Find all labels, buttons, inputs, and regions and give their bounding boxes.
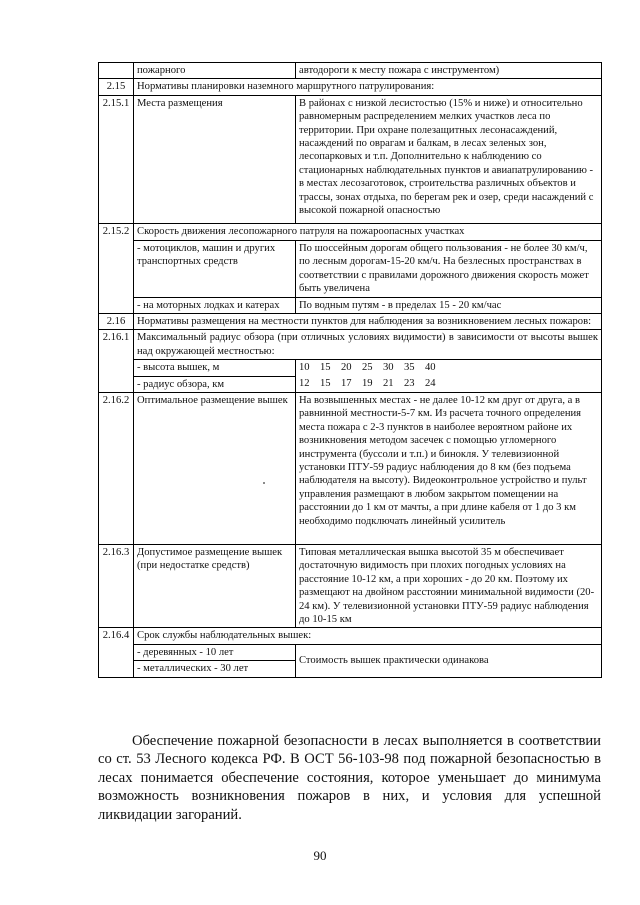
table-row — [99, 313, 602, 329]
item-name: Оптимальное размещение вышек — [134, 392, 296, 544]
section-number: 2.15 — [99, 79, 134, 95]
section-title: Нормативы размещения на местности пунктов для наблюдения за возникновением лесных пожаров: — [134, 313, 602, 329]
sub-item-description: По шоссейным дорогам общего пользования - не более 30 км/ч, по лесным дорогам-15-20 км/ч. На безлесных пространствах в соответствии с правилами дорожного движения скорость может быть увеличена — [296, 240, 602, 297]
height-value: 40 — [425, 362, 436, 374]
item-number: 2.15.1 — [99, 95, 134, 224]
table-row — [99, 628, 602, 644]
item-number: 2.16.2 — [99, 392, 134, 544]
radius-value: 12 — [299, 378, 310, 390]
radius-value: 21 — [383, 378, 394, 390]
heights-values — [296, 360, 602, 376]
fire-norms-table — [98, 62, 602, 678]
table-row — [99, 644, 602, 660]
item-title: Максимальный радиус обзора (при отличных условиях видимости) в зависимости от высоты вышек над окружающей местностью: — [134, 330, 602, 360]
item-number: 2.16.1 — [99, 330, 134, 393]
heights-label: - высота вышек, м — [134, 360, 296, 376]
radius-value: 19 — [362, 378, 373, 390]
sub-item-name: - мотоциклов, машин и других транспортных средств — [134, 240, 296, 297]
sub-item-description: Стоимость вышек практически одинакова — [296, 644, 602, 677]
cell-num — [99, 63, 134, 79]
radius-values — [296, 376, 602, 392]
table-row — [99, 545, 602, 628]
item-number: 2.16.3 — [99, 545, 134, 628]
page-number: 90 — [313, 848, 327, 863]
height-value: 10 — [299, 362, 310, 374]
cell-name: пожарного — [134, 63, 296, 79]
item-description: Типовая металлическая вышка высотой 35 м обеспечивает достаточную видимость при плохих погодных условиях на расстояние 10-12 км, а при хороших - до 20 км. Поэтому их размещают на двойном расстоянии минимальной видимости (20-24 км). У телевизионной установки ПТУ-59 радиус наблюдения до 10-15 км — [296, 545, 602, 628]
sub-item-metal: - металлических - 30 лет — [134, 661, 296, 677]
item-number: 2.15.2 — [99, 224, 134, 313]
table-row — [99, 392, 602, 544]
table-row — [99, 240, 602, 297]
scan-speck — [263, 482, 265, 484]
item-title: Скорость движения лесопожарного патруля на пожароопасных участках — [134, 224, 602, 240]
item-description: На возвышенных местах - не далее 10-12 км друг от друга, а в равнинной местности-5-7 км. Из расчета точного определения места пожара с 2-3 пунктов в наиболее вероятном районе их возникновения методом засечек с помощью угломерного инструмента (буссоли и т.п.) и бинокля. У телевизионной установки ПТУ-59 радиус наблюдения до 8 км (без подъема наблюдателя на высоту). Видеоконтрольное устройство и пульт управления размещают в любом закрытом помещении на расстоянии до 1 км от мачты, а при длине кабеля от 1 до 3 км необходимо подключать линейный усилитель — [296, 392, 602, 544]
item-description: В районах с низкой лесистостью (15% и ниже) и относительно равномерным распределением мелких участков леса по территории. При охране полезащитных лесонасаждений, насаждений по оврагам и балкам, в лесах зеленых зон, лесопарковых и т.п. Дополнительно к наблюдению со стационарных наблюдательных пунктов и авиапатрулированию - в местах лесозаготовок, строительства различных объектов и трассы, зонах отдыха, по берегам рек и озер, среди насаждений с высокой пожарной опасностью — [296, 95, 602, 224]
radius-label: - радиус обзора, км — [134, 376, 296, 392]
height-value: 15 — [320, 362, 331, 374]
item-name: Места размещения — [134, 95, 296, 224]
height-value: 20 — [341, 362, 352, 374]
radius-value: 17 — [341, 378, 352, 390]
sub-item-wooden: - деревянных - 10 лет — [134, 644, 296, 660]
cell-desc: автодороги к месту пожара с инструментом) — [296, 63, 602, 79]
item-name: Допустимое размещение вышек (при недостатке средств) — [134, 545, 296, 628]
table-row — [99, 297, 602, 313]
table-row — [99, 95, 602, 224]
section-title: Нормативы планировки наземного маршрутного патрулирования: — [134, 79, 602, 95]
radius-value: 15 — [320, 378, 331, 390]
item-title: Срок службы наблюдательных вышек: — [134, 628, 602, 644]
height-value: 25 — [362, 362, 373, 374]
item-number: 2.16.4 — [99, 628, 134, 677]
table-row — [99, 79, 602, 95]
radius-value: 24 — [425, 378, 436, 390]
height-value: 30 — [383, 362, 394, 374]
body-paragraph: Обеспечение пожарной безопасности в лесах выполняется в соответствии со ст. 53 Лесного кодекса РФ. В ОСТ 56-103-98 под пожарной безопасностью в лесах понимается обеспечение состояния, которое уменьшает до минимума возможность возникновения пожаров в них, и условия для успешной ликвидации загораний. — [98, 733, 601, 823]
table-row — [99, 330, 602, 360]
radius-value: 23 — [404, 378, 415, 390]
height-value: 35 — [404, 362, 415, 374]
table-row — [99, 224, 602, 240]
sub-item-name: - на моторных лодках и катерах — [134, 297, 296, 313]
section-number: 2.16 — [99, 313, 134, 329]
sub-item-description: По водным путям - в пределах 15 - 20 км/час — [296, 297, 602, 313]
body-text — [98, 732, 601, 824]
table-row — [99, 63, 602, 79]
table-row — [99, 376, 602, 392]
table-row — [99, 360, 602, 376]
